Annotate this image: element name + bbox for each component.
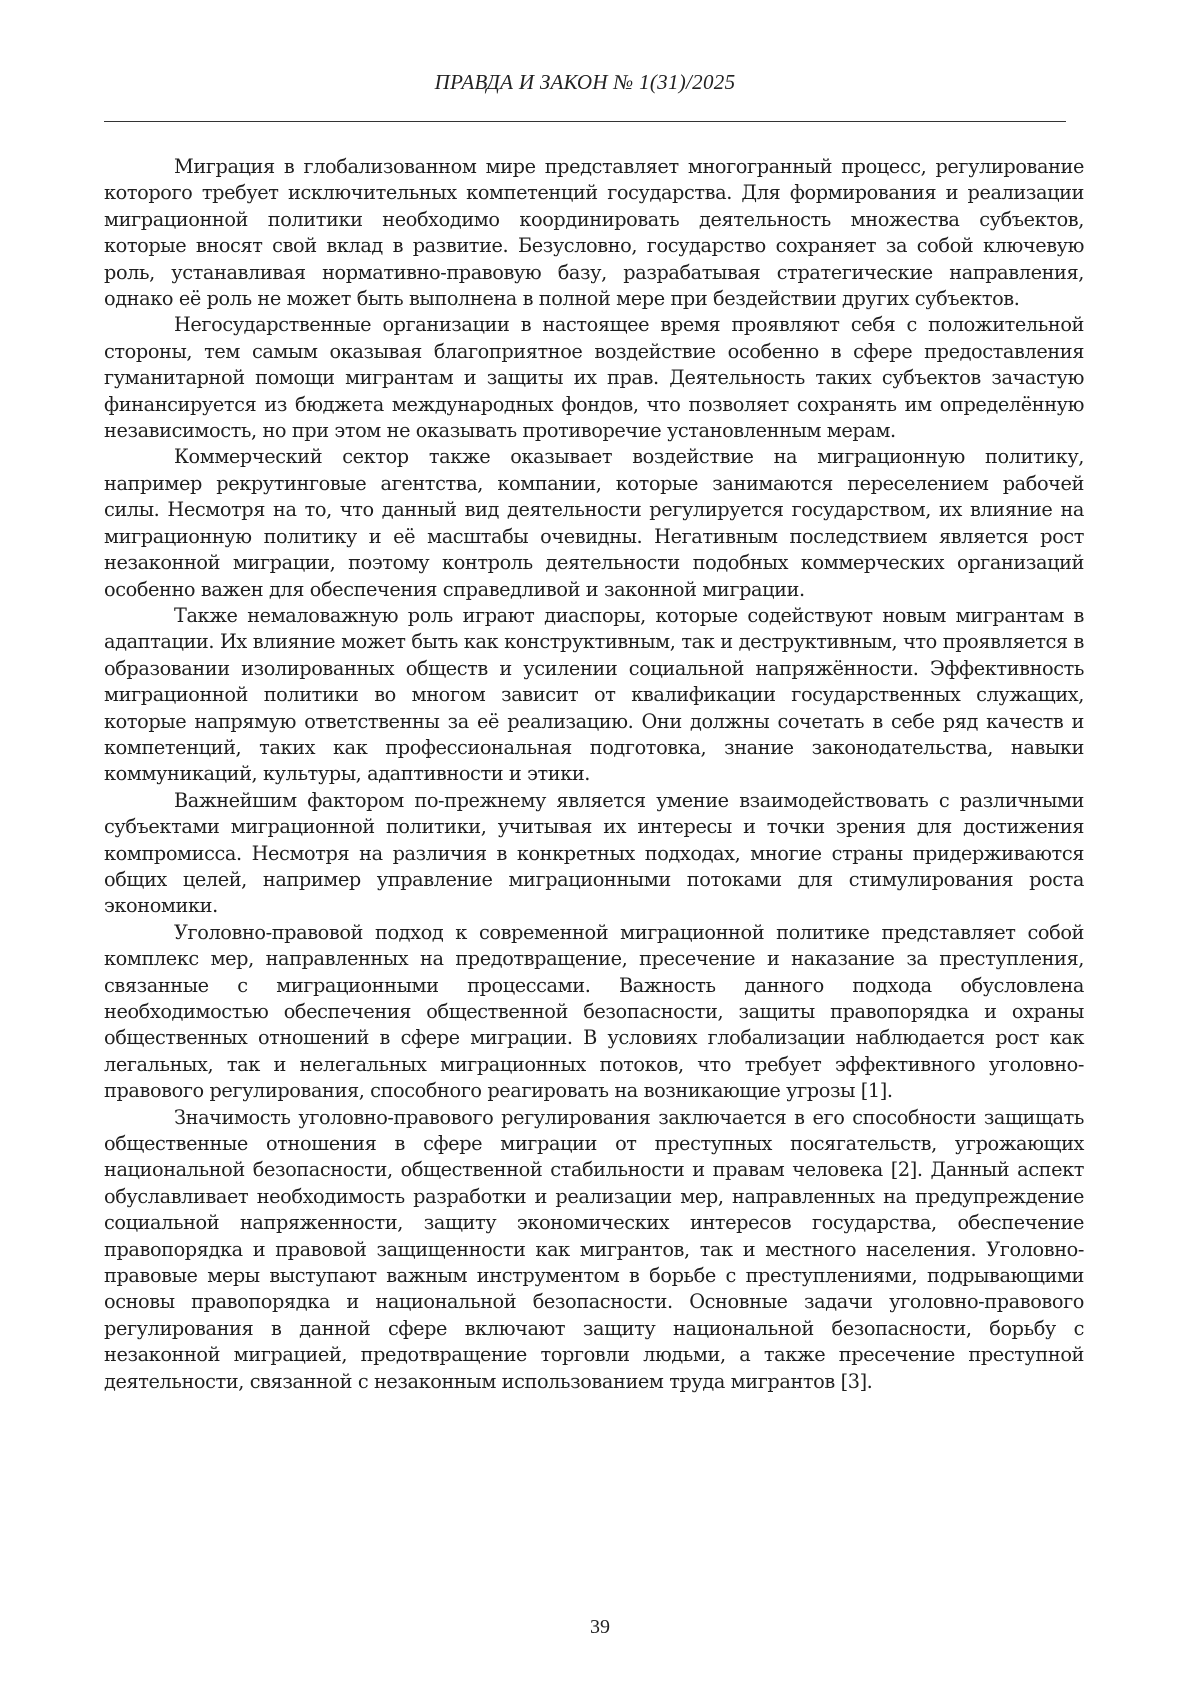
paragraph: Уголовно-правовой подход к современной миграционной политике представляет собой комплекс мер, направленных на предотвращение, пресечение и наказание за преступления, связанные с миграционными процессами. Важность данного подхода обусловлена необходимостью обеспечения общественной безопасности, защиты правопорядка и охраны общественных отношений в сфере миграции. В условиях глобализации наблюдается рост как легальных, так и нелегальных миграционных потоков, что требует эффективного уголовно-правового регулирования, способного реагировать на возникающие угрозы [1]. (104, 920, 1084, 1103)
paragraph: Коммерческий сектор также оказывает воздействие на миграционную политику, например рекрутинговые агентства, компании, которые занимаются переселением рабочей силы. Несмотря на то, что данный вид деятельности регулируется государством, их влияние на миграционную политику и её масштабы очевидны. Негативным последствием является рост незаконной миграции, поэтому контроль деятельности подобных коммерческих организаций особенно важен для обеспечения справедливой и законной миграции. (104, 445, 1084, 601)
paragraph: Значимость уголовно-правового регулирования заключается в его способности защищать общественные отношения в сфере миграции от преступных посягательств, угрожающих национальной безопасности, общественной стабильности и правам человека [2]. Данный аспект обуславливает необходимость разработки и реализации мер, направленных на предупреждение социальной напряженности, защиту экономических интересов государства, обеспечение правопорядка и правовой защищенности как мигрантов, так и местного населения. Уголовно-правовые меры выступают важным инструментом в борьбе с преступлениями, подрывающими основы правопорядка и национальной безопасности. Основные задачи уголовно-правового регулирования в данной сфере включают защиту национальной безопасности, борьбу с незаконной миграцией, предотвращение торговли людьми, а также пресечение преступной деятельности, связанной с незаконным использованием труда мигрантов [3]. (104, 1105, 1084, 1393)
paragraph: Негосударственные организации в настоящее время проявляют себя с положительной стороны, тем самым оказывая благоприятное воздействие особенно в сфере предоставления гуманитарной помощи мигрантам и защиты их прав. Деятельность таких субъектов зачастую финансируется из бюджета международных фондов, что позволяет сохранять им определённую независимость, но при этом не оказывать противоречие установленным мерам. (104, 313, 1084, 443)
page-number: 39 (590, 1616, 610, 1638)
paragraph: Важнейшим фактором по-прежнему является умение взаимодействовать с различными субъектами миграционной политики, учитывая их интересы и точки зрения для достижения компромисса. Несмотря на различия в конкретных подходах, многие страны придерживаются общих целей, например управление миграционными потоками для стимулирования роста экономики. (104, 788, 1084, 918)
paragraph: Миграция в глобализованном мире представляет многогранный процесс, регулирование которого требует исключительных компетенций государства. Для формирования и реализации миграционной политики необходимо координировать деятельность множества субъектов, которые вносят свой вклад в развитие. Безусловно, государство сохраняет за собой ключевую роль, устанавливая нормативно-правовую базу, разрабатывая стратегические направления, однако её роль не может быть выполнена в полной мере при бездействии других субъектов. (104, 155, 1084, 311)
running-header: ПРАВДА И ЗАКОН № 1(31)/2025 (434, 70, 736, 94)
article-body (104, 154, 1084, 1395)
header-rule (104, 121, 1066, 122)
paragraph: Также немаловажную роль играют диаспоры, которые содействуют новым мигрантам в адаптации. Их влияние может быть как конструктивным, так и деструктивным, что проявляется в образовании изолированных обществ и усилении социальной напряжённости. Эффективность миграционной политики во многом зависит от квалификации государственных служащих, которые напрямую ответственны за её реализацию. Они должны сочетать в себе ряд качеств и компетенций, таких как профессиональная подготовка, знание законодательства, навыки коммуникаций, культуры, адаптивности и этики. (104, 603, 1084, 786)
